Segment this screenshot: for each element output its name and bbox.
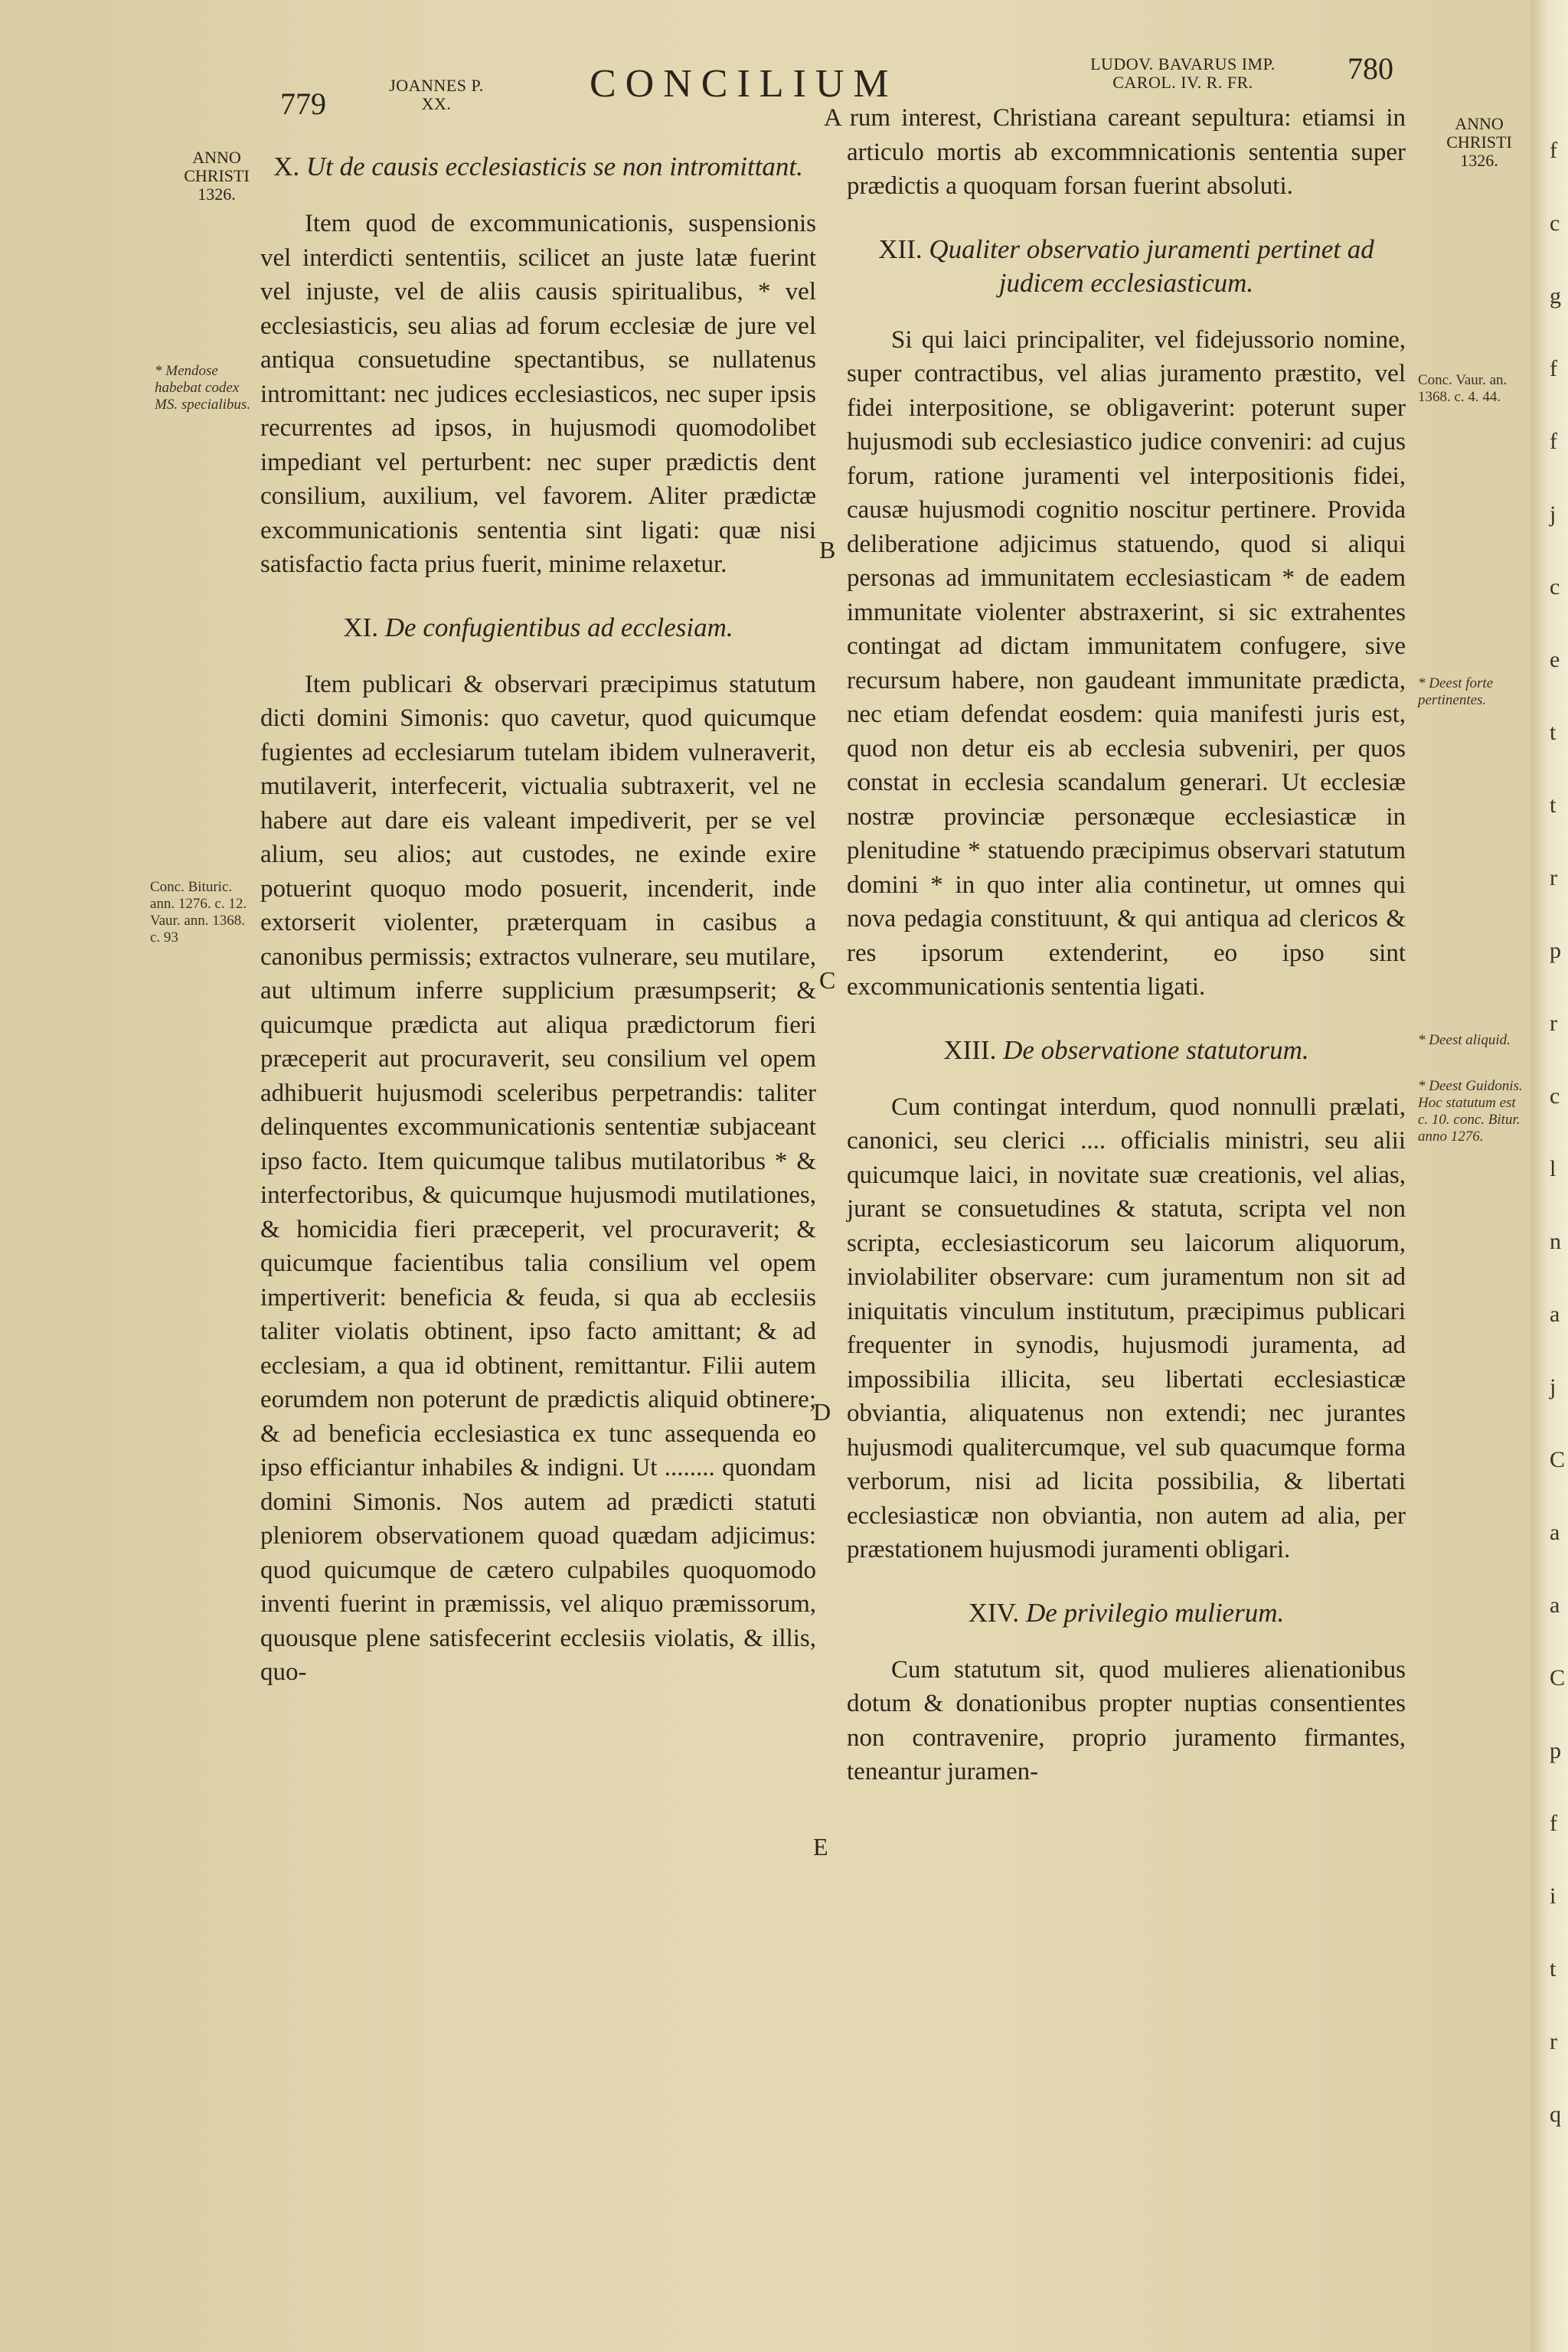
facing-page-letter: C — [1550, 1447, 1566, 1472]
heading-x-number: X. — [273, 152, 300, 181]
facing-page-letter: a — [1550, 1302, 1560, 1327]
section-letter-b: B — [819, 536, 836, 564]
heading-x-text: Ut de causis ecclesiasticis se non intromittant. — [305, 152, 803, 181]
right-column — [824, 101, 1406, 1789]
heading-xiv-number: XIV. — [968, 1597, 1020, 1628]
paragraph-continuation-text: rum interest, Christiana careant sepultura: etiamsi in articulo mortis ab excommnicationis sententia super prædictis a quoquam forsan fuerint absoluti. — [847, 104, 1406, 200]
heading-xii — [847, 233, 1406, 300]
heading-xi-text: De confugientibus ad ecclesiam. — [384, 612, 733, 642]
heading-x — [260, 150, 816, 184]
facing-page-letter: f — [1550, 138, 1557, 163]
facing-page-letter: r — [1550, 1011, 1557, 1036]
heading-xiii — [847, 1034, 1406, 1067]
page-title: CONCILIUM — [590, 62, 898, 106]
facing-page-letter: p — [1550, 938, 1561, 963]
heading-xiii-number: XIII. — [943, 1034, 997, 1065]
paragraph-xii: Si qui laici principaliter, vel fidejussorio nomine, super contractibus, vel alias juramento præstito, vel fidei interpositione, se obligaverint: poterunt super hujusmodi sub ecclesiastico judice conveniri: ad cujus forum, ratione juramenti vel interpositionis fidei, causæ hujusmodi cognitio noscitur pertinere. Provida deliberatione adjicimus statuendo, quod si aliqui personas ad immunitatem ecclesiasticam * de eadem immunitate violenter abstraxerint, si sic extrahentes contingat ad dictam immunitatem confugere, sive recursum habere, non gaudeant immunitate prædicta, nec etiam defendat eosdem: quia manifesti juris est, quod non detur eis ab ecclesia subveniri, per quos constat in ecclesia scandalum generari. Ut ecclesiæ nostræ provinciæ personæque ecclesiasticæ in plenitudine * statuendo præcipimus observari statutum domini * in quo inter alia continetur, ut omnes qui nova pedagia constituunt, & qui antiqua ad clericos & res ipsorum extenderint, eo ipso sint excommunicationis sententia ligati. — [847, 325, 1406, 1001]
emperor-header: LUDOV. BAVARUS IMP. — [1090, 54, 1276, 74]
facing-page-letter: g — [1550, 283, 1561, 309]
section-letter-d: D — [813, 1398, 831, 1426]
facing-page-letter: j — [1550, 501, 1557, 527]
right-margin-note-deest-guidonis: * Deest Guidonis. Hoc statutum est c. 10. conc. Bitur. anno 1276. — [1418, 1078, 1523, 1145]
pope-header: JOANNES P. XX. — [389, 76, 484, 113]
section-letter-c: C — [819, 966, 836, 994]
heading-xi — [260, 611, 816, 645]
facing-page-letter: a — [1550, 1592, 1560, 1618]
facing-page-letter: p — [1550, 1738, 1561, 1763]
facing-page-letter: C — [1550, 1665, 1566, 1690]
facing-page-letter: e — [1550, 647, 1560, 672]
right-margin-note-deest-aliquid: * Deest aliquid. — [1418, 1032, 1511, 1048]
heading-xii-text: Qualiter observatio juramenti pertinet ad judicem ecclesiasticum. — [929, 234, 1374, 298]
heading-xi-number: XI. — [343, 612, 379, 642]
right-page-number: 780 — [1348, 51, 1393, 86]
facing-page-letter: l — [1550, 1156, 1557, 1181]
facing-page-letter: t — [1550, 720, 1557, 745]
paragraph-xi: Item publicari & observari præcipimus statutum dicti domini Simonis: quo cavetur, quod quicumque fugientes ad ecclesiarum tutelam ibidem vulneraverit, mutilaverit, interfecerit, victualia subtraxerit, vel ne habere aut dare eis valeant impediverit, per se vel alium, seu alios; aut custodes, ne exinde exire potuerint quoquo modo posuerit, incenderit, inde extorserit violenter, præterquam in casibus a canonibus permissis; extractos vulnerare, seu mutilare, aut ultimum inferre supplicium præsumpserit; & quicumque prædicta aut aliqua prædictorum fieri præceperit aut procuraverit, seu consilium vel opem adhibuerit hujusmodi sceleribus perpetrandis: taliter delinquentes excommunicationis sententiæ subjaceant ipso facto. Item quicumque talibus mutilatoribus * & interfectoribus, & quicumque hujusmodi mutilationes, & homicidia fieri præceperit, vel procuraverit; & quicumque facientibus talia consilium vel opem impertiverit: beneficia & feuda, si qua ab ecclesiis taliter violatis obtinent, ipso facto amittant; & ad ecclesiam, a qua id obtinent, remittantur. Filii autem eorumdem non poterunt de prædictis aliquid obtinere; & ad beneficia ecclesiastica ex tunc assequenda eo ipso efficiantur inhabiles & indigni. Ut ........ quondam domini Simonis. Nos autem ad prædicti statuti pleniorem observationem quoad quædam adjicimus: quod quicumque de cætero culpabiles quoquomodo inventi fuerint in præmissis, vel aliquo præmissorum, quousque plene satisfecerint ecclesiis violatis, & illis, quo- — [260, 670, 816, 1686]
left-anno-christi: ANNO CHRISTI 1326. — [184, 148, 250, 204]
facing-page-letter: r — [1550, 2029, 1557, 2054]
section-letter-e: E — [813, 1833, 828, 1860]
heading-xii-number: XII. — [878, 234, 923, 264]
section-letter-a: A — [824, 104, 842, 132]
facing-page-letter: a — [1550, 1520, 1560, 1545]
facing-page-letter: c — [1550, 1083, 1560, 1109]
facing-page-letter: f — [1550, 1811, 1557, 1836]
left-margin-note-conc: Conc. Bituric. ann. 1276. c. 12. Vaur. ann. 1368. c. 93 — [150, 879, 247, 946]
facing-page-letter: r — [1550, 865, 1557, 890]
left-margin-note-mendose: * Mendose habebat codex MS. specialibus. — [155, 363, 251, 413]
paragraph-xiv: Cum statutum sit, quod mulieres alienationibus dotum & donationibus propter nuptias consentientes non contravenire, proprio juramento firmantes, teneantur juramen- — [847, 1655, 1406, 1785]
heading-xiii-text: De observatione statutorum. — [1003, 1034, 1309, 1065]
right-margin-note-conc-vaur: Conc. Vaur. an. 1368. c. 4. 44. — [1418, 372, 1508, 405]
paragraph-x: Item quod de excommunicationis, suspensionis vel interdicti sententiis, scilicet an juste latæ fuerint vel injuste, vel de aliis causis spiritualibus, * vel ecclesiasticis, seu alias ad forum ecclesiæ de jure vel antiqua consuetudine spectantibus, se nullatenus intromittant: nec judices ecclesiasticos, nec super ipsis recurrentes ad ipsos, in hujusmodi quomodolibet impediant vel perturbent: nec super prædictis dent consilium, auxilium, vel favorem. Aliter prædictæ excommunicationis sententia sint ligati: quæ nisi satisfactio facta prius fuerit, minime relaxetur. — [260, 210, 816, 578]
facing-page-letter: j — [1550, 1374, 1557, 1400]
facing-page-letter: n — [1550, 1229, 1561, 1254]
left-column — [260, 145, 816, 1690]
facing-page-letter: c — [1550, 574, 1560, 599]
facing-page-letter: i — [1550, 1883, 1557, 1909]
king-header: CAROL. IV. R. FR. — [1112, 73, 1253, 92]
facing-page-letter: f — [1550, 356, 1557, 381]
paragraph-continuation — [824, 101, 1406, 204]
heading-xiv — [847, 1596, 1406, 1630]
left-page-number: 779 — [280, 87, 326, 121]
facing-page-letter: q — [1550, 2102, 1561, 2127]
right-margin-note-deest-forte: * Deest forte pertinentes. — [1418, 675, 1494, 708]
facing-page-letter: t — [1550, 792, 1557, 818]
paragraph-xiii: Cum contingat interdum, quod nonnulli prælati, canonici, seu clerici .... officialis ministri, seu alii quicumque laici, in novitate suæ creationis, vel alias, jurant se consuetudines & statuta, scripta vel non scripta, ecclesiasticorum seu laicorum aliquorum, inviolabiliter observare: cum juramentum non sit ad iniquitatis vinculum institutum, præcipimus publicari frequenter in synodis, hujusmodi juramenta, ad impossibilia illicita, seu libertati ecclesiasticæ obviantia, aliquatenus non extendi; nec jurantes hujusmodi qualitercumque, vel sub quacumque forma verborum, nisi ad licita possibilia, & libertati ecclesiasticæ non obviantia, non autem ad alia, per præstationem hujusmodi juramenti obligari. — [847, 1093, 1406, 1563]
facing-page-letter: c — [1550, 211, 1560, 236]
right-anno-christi: ANNO CHRISTI 1326. — [1446, 114, 1512, 170]
heading-xiv-text: De privilegio mulierum. — [1025, 1597, 1285, 1628]
facing-page-letter: f — [1550, 429, 1557, 454]
facing-page-letter: t — [1550, 1956, 1557, 1981]
